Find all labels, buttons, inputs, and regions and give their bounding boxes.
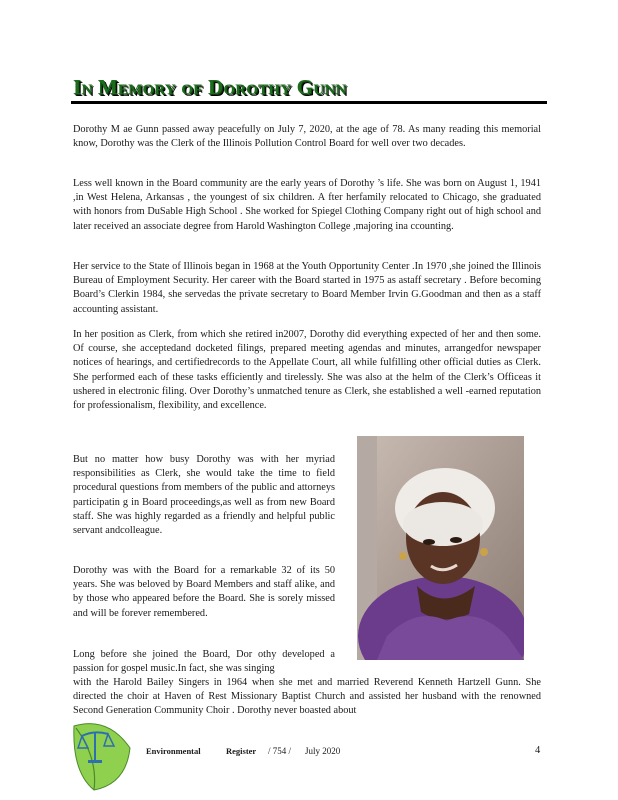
footer-date: July 2020	[305, 746, 341, 756]
footer-publication: Environmental	[146, 746, 201, 756]
paragraph-4: In her position as Clerk, from which she retired in2007, Dorothy did everything expected of her and then some. Of course, she acceptedand docketed filings, prepared meeting agendas and minutes, arrangedfor newspaper notices of hearings, and certifiedrecords to the Appellate Court, all while fulfilling other official duties as Clerk. She performed each of these tasks efficiently and tirelessly. She was also at the helm of the Clerk’s Officeas it ushered in electronic filing. Over Dorothy’s unmatched tenure as Clerk, she established a well -earned reputation for professionalism, flexibility, and excellence.	[73, 329, 541, 412]
paragraph-2: Less well known in the Board community are the early years of Dorothy ’s life. She was born on August 1, 1941 ,in West Helena, Arkansas , the youngest of six children. A fter herfamily relocated to Chicago, she graduated with honors from DuSable High School . She worked for Spiegel Clothing Company right out of high school and later received an associate degree from Harold Washington College ,majoring ina ccounting.	[73, 178, 541, 232]
paragraph-7-continued: with the Harold Bailey Singers in 1964 when she met and married Reverend Kenneth Hartzell Gunn. She directed the choir at Haven of Rest Missionary Baptist Church and assisted her husband with the renowned Second Generation Community Choir . Dorothy never boasted about	[73, 677, 541, 717]
leaf-scales-icon	[68, 718, 138, 792]
paragraph-7: Long before she joined the Board, Dor othy developed a passion for gospel music.In fact, she was singing	[73, 649, 335, 675]
title-rule	[71, 101, 547, 104]
page-title: In Memory of Dorothy Gunn	[73, 75, 347, 99]
page-number: 4	[535, 745, 541, 756]
paragraph-6: Dorothy was with the Board for a remarkable 32 of its 50 years. She was beloved by Board Members and staff alike, and by those who appeared before the Board. She is sorely missed and will be forever remembered.	[73, 565, 335, 619]
footer-issue: / 754 /	[268, 746, 292, 756]
footer-register: Register	[226, 746, 257, 756]
paragraph-1: Dorothy M ae Gunn passed away peacefully on July 7, 2020, at the age of 78. As many reading this memorial know, Dorothy was the Clerk of the Illinois Pollution Control Board for well over two decades.	[73, 124, 541, 150]
paragraph-3: Her service to the State of Illinois began in 1968 at the Youth Opportunity Center .In 1970 ,she joined the Illinois Bureau of Employment Security. Her career with the Board started in 1975 as astaff secretary . Before becoming Board’s Clerkin 1984, she servedas the private secretary to Board Member Irvin G.Goodman and then as a staff accounting assistant.	[73, 261, 541, 315]
paragraph-5: But no matter how busy Dorothy was with her myriad responsibilities as Clerk, she would take the time to field procedural questions from members of the public and attorneys participatin g in Board proceedings,as well as from new Board staff. She was highly regarded as a friendly and helpful public servant andcolleague.	[73, 454, 335, 537]
portrait-photo	[357, 436, 524, 660]
